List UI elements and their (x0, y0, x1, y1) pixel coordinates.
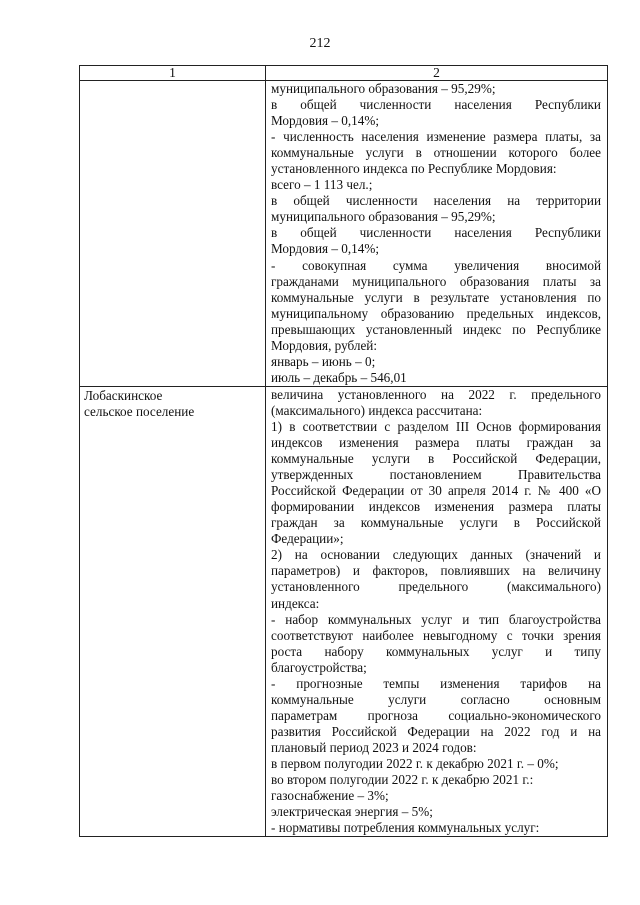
text-line: муниципальному образованию предельных индексов, (271, 305, 601, 321)
text-line: формировании индексов изменения размера платы (271, 499, 601, 515)
text-line: развития Российской Федерации на 2022 год и на (271, 723, 601, 739)
text-line: в общей численности населения Республики (271, 225, 601, 241)
text-line: коммунальные услуги в результате установления по (271, 289, 601, 305)
territory-cell (80, 386, 266, 836)
description-cell (266, 386, 608, 836)
text-line: граждан за коммунальные услуги в Российской (271, 515, 601, 531)
table-row (80, 81, 608, 387)
table-row (80, 386, 608, 836)
text-line: гражданами муниципального образования платы за (271, 273, 601, 289)
text-line: муниципального образования – 95,29%; (271, 81, 496, 96)
text-line: январь – июнь – 0; (271, 353, 376, 369)
text-line: (максимального) индекса рассчитана: (271, 402, 483, 418)
text-line: - набор коммунальных услуг и тип благоустройства (271, 611, 601, 627)
text-line: превышающих установленный индекс по Республике (271, 321, 601, 337)
text-line: электрическая энергия – 5%; (271, 804, 433, 820)
page-number: 212 (309, 36, 331, 51)
text-line: коммунальные услуги в Российской Федерации, (271, 451, 601, 467)
text-line: Мордовия – 0,14%; (271, 113, 379, 129)
text-line: плановый период 2023 и 2024 годов: (271, 739, 477, 755)
text-line: муниципального образования – 95,29%; (271, 209, 496, 225)
text-line: параметрам прогноза социально-экономического (271, 707, 601, 723)
text-line: коммунальные услуги согласно основным (271, 691, 601, 707)
table-header-row (80, 66, 608, 81)
text-line: параметров) и факторов, повлиявших на величину (271, 563, 601, 579)
text-line: всего – 1 113 чел.; (271, 177, 373, 193)
text-line: величина установленного на 2022 г. предельного (271, 386, 601, 402)
text-line: Мордовия, рублей: (271, 337, 378, 353)
text-line: во втором полугодии 2022 г. к декабрю 2021 г.: (271, 772, 534, 788)
text-line: в первом полугодии 2022 г. к декабрю 2021 г. – 0%; (271, 755, 559, 771)
territory-name: сельское поселение (84, 403, 195, 419)
text-line: в общей численности населения на территории (271, 193, 601, 209)
text-line: индексов изменения размера платы граждан за (271, 435, 601, 451)
territory-cell (80, 81, 266, 387)
text-line: - нормативы потребления коммунальных услуг: (271, 820, 540, 836)
text-line: июль – декабрь – 546,01 (271, 369, 407, 385)
text-line: газоснабжение – 3%; (271, 788, 389, 804)
text-line: в общей численности населения Республики (271, 97, 601, 113)
text-line: - численность населения изменение размера платы, за (271, 129, 601, 145)
column-header: 1 (80, 66, 266, 81)
territory-name: Лобаскинское (84, 387, 163, 403)
text-line: благоустройства; (271, 659, 367, 675)
text-line: - прогнозные темпы изменения тарифов на (271, 675, 601, 691)
text-line: утвержденных постановлением Правительства (271, 467, 601, 483)
text-line: Федерации»; (271, 531, 344, 547)
text-line: установленного индекса по Республике Мордовия: (271, 161, 557, 177)
text-line: Мордовия – 0,14%; (271, 241, 379, 257)
description-cell (266, 81, 608, 387)
document-table (79, 65, 608, 837)
text-line: коммунальные услуги в отношении которого более (271, 145, 601, 161)
text-line: установленного предельного (максимального) (271, 579, 601, 595)
text-line: роста набору коммунальных услуг и типу (271, 643, 601, 659)
text-line: индекса: (271, 595, 320, 611)
text-line: соответствуют наиболее невыгодному с точки зрения (271, 627, 601, 643)
column-header: 2 (266, 66, 608, 81)
text-line: 1) в соответствии с разделом III Основ формирования (271, 418, 601, 434)
text-line: 2) на основании следующих данных (значений и (271, 547, 601, 563)
text-line: - совокупная сумма увеличения вносимой (271, 257, 601, 273)
text-line: Российской Федерации от 30 апреля 2014 г. № 400 «О (271, 483, 601, 499)
